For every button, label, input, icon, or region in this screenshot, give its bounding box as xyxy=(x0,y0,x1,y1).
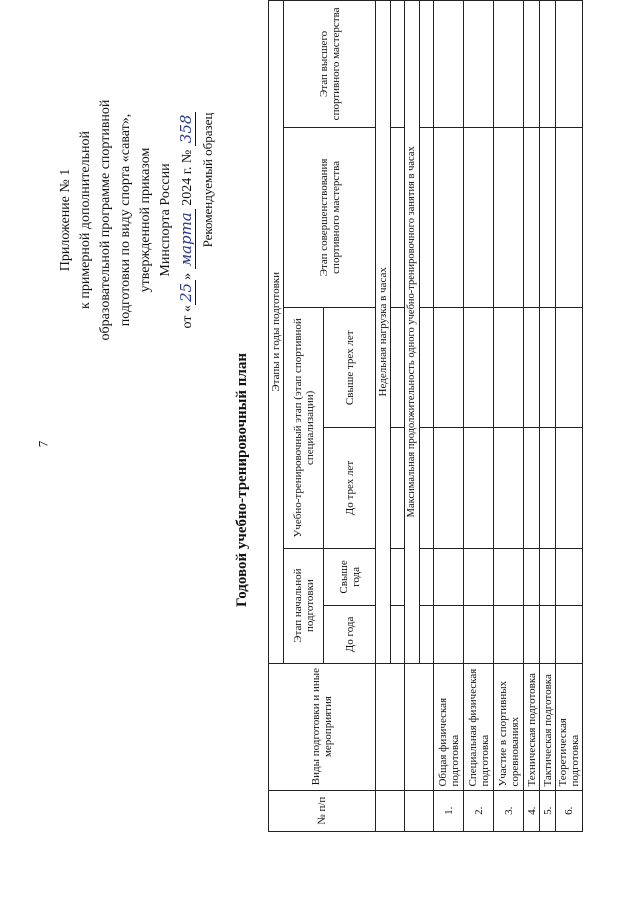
row-num: 6. xyxy=(556,790,583,831)
empty-cell xyxy=(405,790,434,831)
approval-line: к примерной дополнительной xyxy=(78,131,93,309)
table-row xyxy=(524,1,540,832)
row-label: Участие в спортивных соревнованиях xyxy=(494,663,524,790)
value-cell xyxy=(420,548,434,606)
header-stages: Этапы и годы подготовки xyxy=(269,1,284,664)
value-cell xyxy=(391,428,405,548)
row-num: 1. xyxy=(434,790,464,831)
row-label: Общая физическая подготовка xyxy=(434,663,464,790)
header-over-year: Свыше года xyxy=(324,548,376,606)
row-num: 3. xyxy=(494,790,524,831)
recommended-sample-note: Рекомендуемый образец xyxy=(200,112,215,248)
header-over-three: Свыше трех лет xyxy=(324,308,376,428)
approval-date: от «25» марта 2024 г. № 358 xyxy=(176,10,198,430)
value-cell xyxy=(391,606,405,663)
header-training-stage: Учебно-тренировочный этап (этап спортивной специализации) xyxy=(284,308,324,549)
row-label: Тактическая подготовка xyxy=(540,663,556,790)
table-row xyxy=(540,1,556,832)
value-cell xyxy=(391,308,405,428)
approval-block xyxy=(56,10,198,430)
row-label: Техническая подготовка xyxy=(524,663,540,790)
weekly-load-label: Недельная нагрузка в часах xyxy=(376,1,391,664)
approval-line: Минспорта России xyxy=(158,163,173,277)
empty-cell xyxy=(376,790,405,831)
handwritten-order-number: 358 xyxy=(177,112,196,147)
handwritten-month: марта xyxy=(177,209,196,269)
appendix-title: Приложение № 1 xyxy=(58,168,73,272)
header-improvement-stage: Этап совершенствования спортивного мастерства xyxy=(284,127,376,307)
empty-cell xyxy=(405,663,434,790)
value-cell xyxy=(420,428,434,548)
value-cell xyxy=(391,127,405,307)
header-higher-stage: Этап высшего спортивного мастерства xyxy=(284,1,376,128)
header-initial-stage: Этап начальной подготовки xyxy=(284,548,324,663)
empty-cell xyxy=(376,663,405,790)
approval-line: подготовки по виду спорта «сават», xyxy=(118,113,133,327)
table-row xyxy=(556,1,583,832)
max-duration-label: Максимальная продолжительность одного учебно-тренировочного занятия в часах xyxy=(405,1,420,664)
header-num: № п/п xyxy=(269,790,376,831)
value-cell xyxy=(420,1,434,128)
row-num: 5. xyxy=(540,790,556,831)
table-row xyxy=(494,1,524,832)
header-up-to-three: До трех лет xyxy=(324,428,376,548)
value-cell xyxy=(420,606,434,663)
page-number: 7 xyxy=(35,440,51,448)
training-plan-table xyxy=(268,0,583,832)
approval-line: образовательной программе спортивной xyxy=(98,99,113,341)
document-title: Годовой учебно-тренировочный план xyxy=(234,353,250,607)
row-label: Теоретическая подготовка xyxy=(556,663,583,790)
header-up-to-year: До года xyxy=(324,606,376,663)
table-row xyxy=(464,1,494,832)
approval-line: утвержденной приказом xyxy=(138,147,153,293)
table-row xyxy=(434,1,464,832)
value-cell xyxy=(391,1,405,128)
row-num: 4. xyxy=(524,790,540,831)
handwritten-day: 25 xyxy=(177,280,196,305)
header-activity-types: Виды подготовки и иные мероприятия xyxy=(269,663,376,790)
value-cell xyxy=(420,127,434,307)
row-num: 2. xyxy=(464,790,494,831)
value-cell xyxy=(420,308,434,428)
value-cell xyxy=(391,548,405,606)
row-label: Специальная физическая подготовка xyxy=(464,663,494,790)
